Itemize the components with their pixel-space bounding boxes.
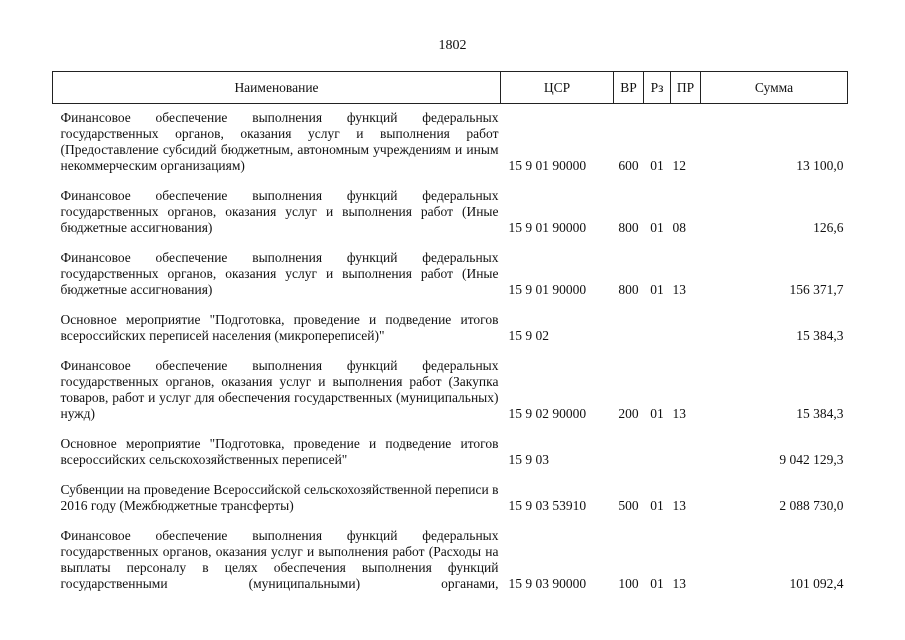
row-csr: 15 9 01 90000 xyxy=(508,158,587,173)
row-rz: 01 xyxy=(650,282,664,297)
row-rz xyxy=(644,304,671,350)
row-name: Финансовое обеспечение выполнения функций федеральных государственных органов, оказания услуг и выполнения работ (Предоставление субсидий бюджетным, автономным учреждениям и иным некоммерческим организациям) xyxy=(60,110,499,173)
row-name: Субвенции на проведение Всероссийской сельскохозяйственной переписи в 2016 году (Межбюджетные трансферты) xyxy=(60,482,499,513)
row-name: Финансовое обеспечение выполнения функций федеральных государственных органов, оказания услуг и выполнения работ (Иные бюджетные ассигнования) xyxy=(60,188,499,235)
row-sum: 15 384,3 xyxy=(796,328,844,343)
row-name: Финансовое обеспечение выполнения функций федеральных государственных органов, оказания услуг и выполнения работ (Иные бюджетные ассигнования) xyxy=(60,250,499,297)
row-csr: 15 9 01 90000 xyxy=(508,282,587,297)
row-name: Основное мероприятие "Подготовка, проведение и подведение итогов всероссийских сельскохозяйственных переписей" xyxy=(60,436,499,467)
row-vr: 800 xyxy=(618,282,639,297)
row-sum: 2 088 730,0 xyxy=(779,498,844,513)
row-vr: 500 xyxy=(618,498,639,513)
budget-table xyxy=(52,71,848,598)
row-rz: 01 xyxy=(650,406,664,421)
row-csr: 15 9 02 xyxy=(508,328,549,343)
row-vr: 800 xyxy=(618,220,639,235)
table-row xyxy=(53,104,848,181)
row-pr: 08 xyxy=(672,220,686,235)
row-csr: 15 9 03 90000 xyxy=(508,576,587,591)
table-row xyxy=(53,520,848,598)
row-sum: 126,6 xyxy=(813,220,844,235)
header-vr: ВР xyxy=(614,72,644,104)
row-name: Основное мероприятие "Подготовка, проведение и подведение итогов всероссийских переписей населения (микропереписей)" xyxy=(60,312,499,343)
table-row xyxy=(53,242,848,304)
row-pr xyxy=(671,428,701,474)
row-sum: 156 371,7 xyxy=(789,282,844,297)
row-pr: 13 xyxy=(672,282,686,297)
row-sum: 101 092,4 xyxy=(789,576,844,591)
table-row xyxy=(53,180,848,242)
row-csr: 15 9 01 90000 xyxy=(508,220,587,235)
row-sum: 13 100,0 xyxy=(796,158,844,173)
row-csr: 15 9 03 xyxy=(508,452,549,467)
row-name: Финансовое обеспечение выполнения функций федеральных государственных органов, оказания услуг и выполнения работ (Закупка товаров, работ и услуг для обеспечения государственных (муниципальных) нужд) xyxy=(60,358,499,421)
row-rz: 01 xyxy=(650,576,664,591)
header-name: Наименование xyxy=(53,72,501,104)
row-vr xyxy=(614,304,644,350)
table-row xyxy=(53,350,848,428)
row-vr: 100 xyxy=(618,576,639,591)
table-row xyxy=(53,428,848,474)
row-pr: 12 xyxy=(672,158,686,173)
row-sum: 9 042 129,3 xyxy=(779,452,844,467)
row-pr xyxy=(671,304,701,350)
row-vr xyxy=(614,428,644,474)
page-number: 1802 xyxy=(438,38,467,53)
row-rz: 01 xyxy=(650,498,664,513)
header-rz: Рз xyxy=(644,72,671,104)
table-row xyxy=(53,474,848,520)
row-rz: 01 xyxy=(650,158,664,173)
row-sum: 15 384,3 xyxy=(796,406,844,421)
row-csr: 15 9 02 90000 xyxy=(508,406,587,421)
header-csr: ЦСР xyxy=(501,72,614,104)
table-row xyxy=(53,304,848,350)
row-pr: 13 xyxy=(672,498,686,513)
row-csr: 15 9 03 53910 xyxy=(508,498,587,513)
table-header xyxy=(53,72,848,104)
header-sum: Сумма xyxy=(701,72,848,104)
table-body xyxy=(53,104,848,599)
row-name: Финансовое обеспечение выполнения функций федеральных государственных органов, оказания услуг и выполнения работ (Расходы на выплаты персоналу в целях обеспечения выполнения функций государственными (муниципальными) органами, xyxy=(60,528,499,591)
row-rz xyxy=(644,428,671,474)
row-rz: 01 xyxy=(650,220,664,235)
header-pr: ПР xyxy=(671,72,701,104)
row-vr: 600 xyxy=(618,158,639,173)
row-vr: 200 xyxy=(618,406,639,421)
row-pr: 13 xyxy=(672,576,686,591)
row-pr: 13 xyxy=(672,406,686,421)
